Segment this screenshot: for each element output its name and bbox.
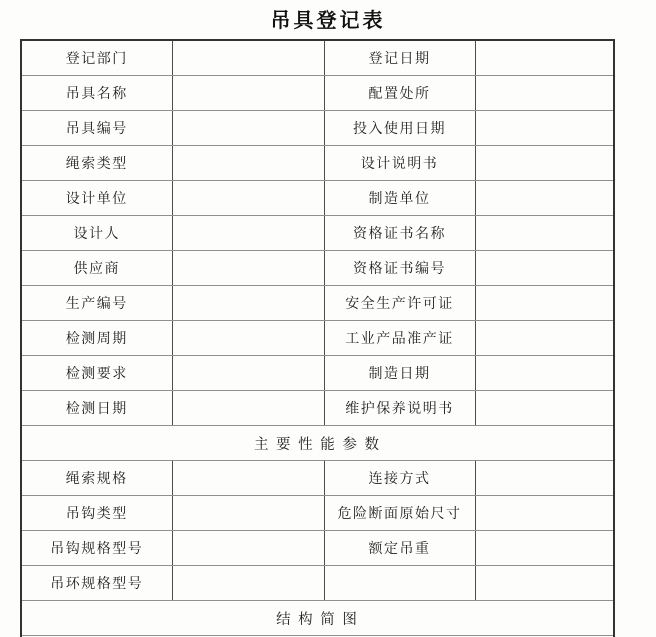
value-cell-service-date (475, 111, 613, 146)
value-cell-ring-model (172, 566, 324, 601)
value-cell-hook-model (172, 531, 324, 566)
value-cell-design-unit (172, 181, 324, 216)
form-title: 吊具登记表 (270, 10, 386, 32)
value-cell-hook-type (172, 496, 324, 531)
registration-table (22, 41, 613, 637)
value-cell-safety-license (475, 286, 613, 321)
value-cell-empty (475, 566, 613, 601)
value-cell-cert-number (475, 251, 613, 286)
value-cell-design-manual (475, 146, 613, 181)
registration-table-frame (20, 39, 615, 637)
table-row (22, 251, 613, 286)
value-cell-registration-date (475, 41, 613, 76)
field-label-hook-type: 吊钩类型 (22, 496, 172, 531)
field-label-critical-section-size: 危险断面原始尺寸 (324, 496, 475, 531)
value-cell-designer (172, 216, 324, 251)
value-cell-manufacturer (475, 181, 613, 216)
section-header-row (22, 601, 613, 636)
value-cell-gear-name (172, 76, 324, 111)
field-label-registration-date: 登记日期 (324, 41, 475, 76)
field-label-supplier: 供应商 (22, 251, 172, 286)
value-cell-cert-name (475, 216, 613, 251)
value-cell-rated-load (475, 531, 613, 566)
field-label-cert-name: 资格证书名称 (324, 216, 475, 251)
value-cell-supplier (172, 251, 324, 286)
value-cell-inspection-requirements (172, 356, 324, 391)
field-label-production-number: 生产编号 (22, 286, 172, 321)
table-row (22, 531, 613, 566)
value-cell-registration-dept (172, 41, 324, 76)
field-label-maintenance-manual: 维护保养说明书 (324, 391, 475, 426)
value-cell-critical-section-size (475, 496, 613, 531)
value-cell-location (475, 76, 613, 111)
table-row (22, 76, 613, 111)
table-row (22, 566, 613, 601)
value-cell-rope-spec (172, 461, 324, 496)
table-row (22, 321, 613, 356)
value-cell-maintenance-manual (475, 391, 613, 426)
value-cell-connection-type (475, 461, 613, 496)
value-cell-manufacture-date (475, 356, 613, 391)
field-label-connection-type: 连接方式 (324, 461, 475, 496)
field-label-design-unit: 设计单位 (22, 181, 172, 216)
field-label-empty (324, 566, 475, 601)
section-header-row (22, 426, 613, 461)
field-label-service-date: 投入使用日期 (324, 111, 475, 146)
table-row (22, 146, 613, 181)
field-label-rope-type: 绳索类型 (22, 146, 172, 181)
field-label-inspection-requirements: 检测要求 (22, 356, 172, 391)
field-label-designer: 设计人 (22, 216, 172, 251)
table-row (22, 461, 613, 496)
field-label-location: 配置处所 (324, 76, 475, 111)
value-cell-inspection-cycle (172, 321, 324, 356)
field-label-product-permit: 工业产品准产证 (324, 321, 475, 356)
value-cell-product-permit (475, 321, 613, 356)
field-label-manufacturer: 制造单位 (324, 181, 475, 216)
value-cell-rope-type (172, 146, 324, 181)
section-header-diagram: 结 构 简 图 (22, 601, 613, 636)
table-row (22, 111, 613, 146)
field-label-registration-dept: 登记部门 (22, 41, 172, 76)
field-label-inspection-cycle: 检测周期 (22, 321, 172, 356)
table-row (22, 356, 613, 391)
field-label-cert-number: 资格证书编号 (324, 251, 475, 286)
field-label-gear-name: 吊具名称 (22, 76, 172, 111)
field-label-inspection-date: 检测日期 (22, 391, 172, 426)
value-cell-production-number (172, 286, 324, 321)
value-cell-inspection-date (172, 391, 324, 426)
section-header-performance: 主 要 性 能 参 数 (22, 426, 613, 461)
table-row (22, 41, 613, 76)
table-row (22, 496, 613, 531)
table-row (22, 286, 613, 321)
table-row (22, 216, 613, 251)
field-label-design-manual: 设计说明书 (324, 146, 475, 181)
field-label-rated-load: 额定吊重 (324, 531, 475, 566)
field-label-manufacture-date: 制造日期 (324, 356, 475, 391)
field-label-gear-number: 吊具编号 (22, 111, 172, 146)
field-label-safety-license: 安全生产许可证 (324, 286, 475, 321)
table-row (22, 181, 613, 216)
field-label-rope-spec: 绳索规格 (22, 461, 172, 496)
field-label-hook-model: 吊钩规格型号 (22, 531, 172, 566)
field-label-ring-model: 吊环规格型号 (22, 566, 172, 601)
value-cell-gear-number (172, 111, 324, 146)
table-row (22, 391, 613, 426)
